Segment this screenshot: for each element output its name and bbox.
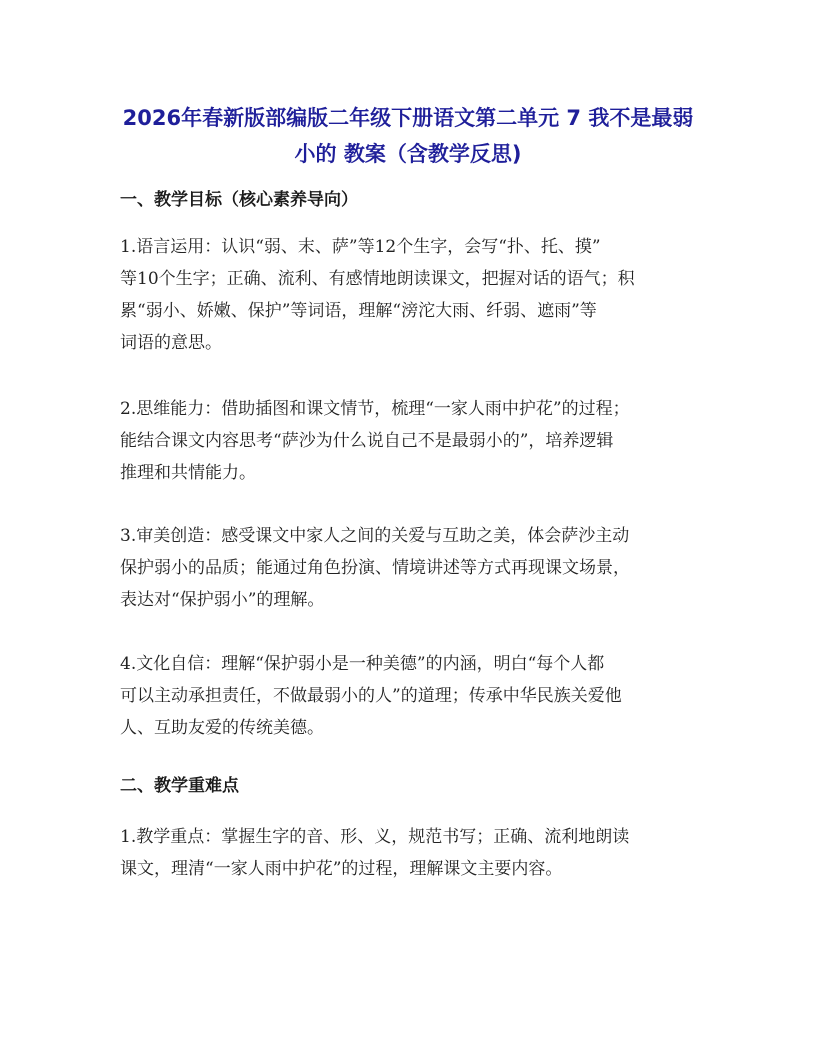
paragraph-aesthetic-creation [120,520,710,616]
section-heading-objectives: 一、教学目标（核心素养导向） [120,190,358,210]
paragraph-line: 人、互助友爱的传统美德。 [120,718,324,738]
paragraph-line: 能结合课文内容思考“萨沙为什么说自己不是最弱小的”，培养逻辑 [120,431,614,451]
paragraph-line: 推理和共情能力。 [120,463,256,483]
paragraph-cultural-confidence [120,648,710,744]
paragraph-line: 2.思维能力：借助插图和课文情节，梳理“一家人雨中护花”的过程； [120,399,630,419]
paragraph-thinking-ability [120,393,710,489]
paragraph-teaching-focus [120,821,710,885]
paragraph-line: 1.语言运用：认识“弱、末、萨”等12个生字，会写“扑、托、摸” [120,237,601,257]
paragraph-line: 4.文化自信：理解“保护弱小是一种美德”的内涵，明白“每个人都 [120,654,605,674]
paragraph-language-use [120,231,710,359]
paragraph-line: 保护弱小的品质；能通过角色扮演、情境讲述等方式再现课文场景， [120,558,630,578]
document-title-line-2: 小的 教案（含教学反思) [294,142,522,166]
paragraph-line: 1.教学重点：掌握生字的音、形、义，规范书写；正确、流利地朗读 [120,827,630,847]
paragraph-line: 表达对“保护弱小”的理解。 [120,590,325,610]
paragraph-line: 可以主动承担责任，不做最弱小的人”的道理；传承中华民族关爱他 [120,686,622,706]
paragraph-line: 累“弱小、娇嫩、保护”等词语，理解“滂沱大雨、纤弱、遮雨”等 [120,301,597,321]
paragraph-line: 等10个生字；正确、流利、有感情地朗读课文，把握对话的语气；积 [120,269,635,289]
paragraph-line: 词语的意思。 [120,333,222,353]
paragraph-line: 3.审美创造：感受课文中家人之间的关爱与互助之美，体会萨沙主动 [120,526,630,546]
section-heading-key-points: 二、教学重难点 [120,776,239,796]
paragraph-line: 课文，理清“一家人雨中护花”的过程，理解课文主要内容。 [120,859,563,879]
document-title-line-1: 2026年春新版部编版二年级下册语文第二单元 7 我不是最弱 [122,106,694,130]
